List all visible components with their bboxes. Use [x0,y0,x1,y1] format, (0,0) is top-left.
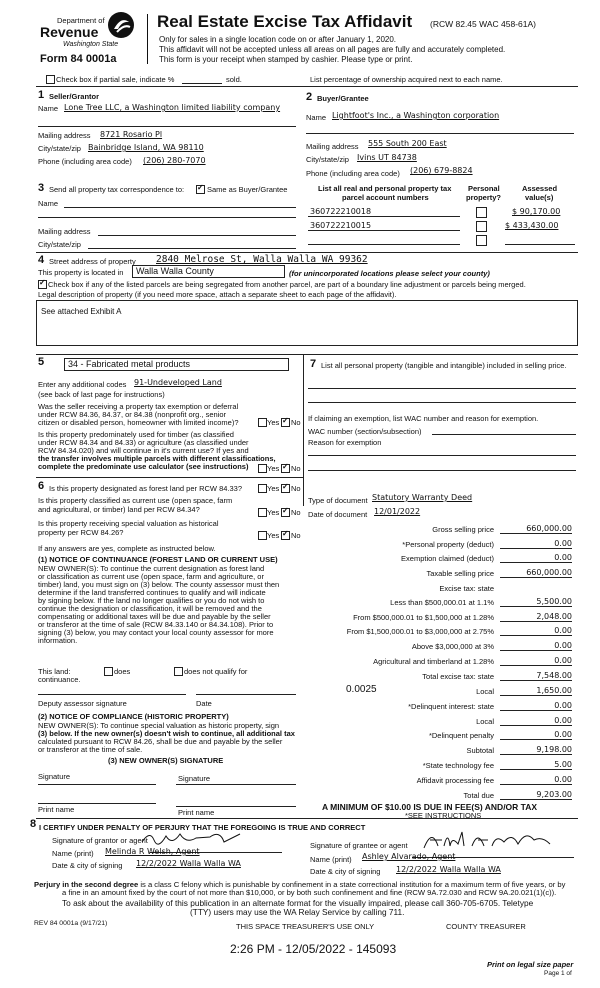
partial-sale-checkbox[interactable] [46,75,55,84]
no-label: No [291,484,301,493]
tax-row-value[interactable]: 0.00 [500,539,572,549]
codes-label: Enter any additional codes [38,380,127,389]
divider [36,818,578,819]
local-rate[interactable]: 0.0025 [346,684,377,695]
sec4-number: 4 [38,254,45,266]
sec5-q2-line1: Is this property predominately used for timber (as classified [38,430,234,439]
segregated-label: Check box if any of the listed parcels are being segregated from another parcel, are part of a boundary line adjustment or parcels being merged. [48,280,526,289]
assessed-head-1: Assessed [522,184,558,193]
sec5-number: 5 [38,356,45,368]
assessed-value[interactable]: $ 433,430.00 [505,221,559,230]
located-note: (for unincorporated locations please select your county) [289,269,490,278]
sec5-q1-line1: Was the seller receiving a property tax exemption or deferral [38,402,239,411]
doc-type-label: Type of document [308,496,368,505]
tax-row-label: Affidavit processing fee [416,776,494,785]
tax-row-label: *Delinquent penalty [428,731,494,740]
doc-date-label: Date of document [308,510,368,519]
land-use-select[interactable]: 34 - Fabricated metal products [64,358,289,371]
sec8-number: 8 [30,818,37,830]
minimum-note: A MINIMUM OF $10.00 IS DUE IN FEE(S) AND/OR TAX [322,802,538,812]
notice-1-line: or classification as current use (open space, farm and agriculture, or [38,572,264,581]
notice-2-line: or transferor at the time of sale. [38,745,143,754]
county-treasurer-label: COUNTY TREASURER [446,922,526,931]
alt-format-1: To ask about the availability of this publication in an alternate format for the visually impaired, please call 360-705-6705. Teletype [62,898,534,908]
seller-city-label: City/state/zip [38,144,81,153]
seller-mail-field[interactable]: 8721 Rosario Pl [100,130,163,139]
receipt-stamp: 2:26 PM - 12/05/2022 - 145093 [230,942,397,956]
yes-label: Yes [267,464,280,473]
personal-property-checkbox[interactable] [476,221,487,232]
yes-label: Yes [267,531,280,540]
rev-number: REV 84 0001a (9/17/21) [34,920,108,927]
exemption-no-checkbox[interactable] [281,418,290,427]
sec3-city-label: City/state/zip [38,240,81,249]
doc-date-field[interactable]: 12/01/2022 [374,507,421,516]
field-line [308,402,576,403]
parcel-number[interactable]: 360722210018 [310,207,372,216]
name-print-label: Name (print) [52,849,94,858]
perjury-bold: Perjury in the second degree [34,880,139,889]
divider [36,354,578,355]
historic-no-checkbox[interactable] [281,531,290,540]
yes-label: Yes [267,484,280,493]
certify-text: I CERTIFY UNDER PENALTY OF PERJURY THAT THE FOREGOING IS TRUE AND CORRECT [39,823,366,832]
tax-row-value[interactable]: 5,500.00 [500,597,572,607]
form-title: Real Estate Excise Tax Affidavit [157,12,413,31]
no-label: No [291,531,301,540]
deputy-label: Deputy assessor signature [38,699,127,708]
notice-1-line: signing (3) below, you may contact your local county assessor for more [38,628,274,637]
historic-yes-checkbox[interactable] [258,531,267,540]
legal-desc-label: Legal description of property (if you need more space, attach a separate sheet to each page of the affidavit). [38,290,397,299]
tax-row-value[interactable]: 9,198.00 [500,745,572,755]
divider [36,252,578,253]
new-owner-print-2[interactable] [176,806,296,807]
personal-property-field[interactable] [308,388,576,389]
sec5-q2-line2: under RCW 84.34 and 84.33) or agriculture (as classified under [38,438,249,447]
personal-head-1: Personal [468,184,500,193]
field-line [308,216,460,217]
logo-icon [108,12,134,38]
assessed-value[interactable]: $ 90,170.00 [512,207,561,216]
segregated-checkbox[interactable] [38,280,47,289]
header-note-3: This form is your receipt when stamped by cashier. Please type or print. [159,55,413,64]
personal-head-2: property? [466,193,502,202]
sec5-q2-line5: complete the predominate use calculator (see instructions) [38,462,249,471]
tax-row-value[interactable]: 0.00 [500,553,572,563]
deputy-date-label: Date [196,699,212,708]
notice-1-line: determine if the land transferred continues to qualify and will indicate [38,588,266,597]
tax-row-label: Exemption claimed (deduct) [401,554,494,563]
notice-1-line: compensating or additional taxes will be due and payable by the seller [38,612,271,621]
tax-row-label: Agricultural and timberland at 1.28% [373,657,494,666]
seller-number: 1 [38,89,45,101]
notice-1-line: or transferor at the time of sale (RCW 84.33.140 or 84.34.108). Prior to [38,620,274,629]
sec3-city-field[interactable] [88,239,296,249]
tax-row-value[interactable]: 9,203.00 [500,790,572,800]
ownership-note: List percentage of ownership acquired next to each name. [310,75,503,84]
divider [36,86,578,87]
grantor-sig-label: Signature of grantor or agent [52,836,148,845]
forest-no-checkbox[interactable] [281,484,290,493]
buyer-phone-label: Phone (including area code) [306,169,400,178]
same-as-buyer-label: Same as Buyer/Grantee [207,185,288,194]
buyer-phone-field[interactable]: (206) 679-8824 [410,166,473,175]
buyer-mail-field[interactable]: 555 South 200 East [368,139,447,148]
legal-paper-note: Print on legal size paper [487,960,574,969]
sec5-q2-line4: the transfer involves multiple parcels with different classifications, [38,454,276,463]
notice-2-line: calculated pursuant to RCW 84.26, shall be due and payable by the seller [38,737,283,746]
sec7-number: 7 [310,358,317,370]
field-line [308,230,460,231]
tax-row-value[interactable]: 0.00 [500,730,572,740]
does-not-label: does not qualify for [184,667,248,676]
header-note-1: Only for sales in a single location code on or after January 1, 2020. [159,35,397,44]
tax-row-value[interactable]: 0.00 [500,656,572,666]
sec3-mail-label: Mailing address [38,227,91,236]
tax-row-label: Total due [463,791,494,800]
notice-1-line: NEW OWNER(S): To continue the current designation as forest land [38,564,265,573]
buyer-name-label: Name [306,113,327,122]
tax-row-label: From $1,500,000.01 to $3,000,000 at 2.75% [346,627,494,636]
tax-row-label: From $500,000.01 to $1,500,000 at 1.28% [353,613,494,622]
exemption-label: If claiming an exemption, list WAC number and reason for exemption. [308,414,539,423]
sec6-note: If any answers are yes, complete as instructed below. [38,544,216,553]
this-land-label: This land: [38,667,71,676]
timber-yes-checkbox[interactable] [258,464,267,473]
partial-sold-label: sold. [226,75,242,84]
buyer-name-field[interactable]: Lightfoot's Inc., a Washington corporation [332,111,500,120]
form-number: Form 84 0001a [40,53,117,65]
perjury-text-2: a fine in an amount fixed by the court of not more than $10,000, or by both such confinement and fine (RCW 9A.72.030 and RCW 9A.20.021(1)(c)). [62,888,557,897]
tax-row-value[interactable]: 2,048.00 [500,612,572,622]
notice-2-heading: (2) NOTICE OF COMPLIANCE (HISTORIC PROPERTY) [38,712,229,721]
tax-row-value[interactable]: 0.00 [500,626,572,636]
tax-row-value[interactable]: 0.00 [500,641,572,651]
tax-row-label: Less than $500,000.01 at 1.1% [390,598,494,607]
sec3-number: 3 [38,182,45,194]
header-note-2: This affidavit will not be accepted unless all areas on all pages are fully and accurately completed. [159,45,506,54]
no-label: No [291,464,301,473]
sec4-label: Street address of property [49,257,136,266]
sec6-q2-line2: and agricultural, or timber) land per RCW 84.34? [38,505,200,514]
reason-label: Reason for exemption [308,438,382,447]
continuance-label: continuance. [38,675,81,684]
sec3-name-label: Name [38,199,59,208]
seller-name-label: Name [38,104,59,113]
sec5-q2-line3: RCW 84.34.020) and will continue in it's current use? If yes and [38,446,249,455]
street-address-field[interactable]: 2840 Melrose St, Walla Walla WA 99362 [156,254,368,265]
same-as-buyer-checkbox[interactable] [196,185,205,194]
does-label: does [114,667,131,676]
sec7-label: List all personal property (tangible and intangible) included in selling price. [321,361,567,370]
tax-row-value[interactable]: 7,548.00 [500,671,572,681]
tax-row-value[interactable]: 0.00 [500,775,572,785]
tax-row-label: Gross selling price [432,525,494,534]
date-city-label: Date & city of signing [52,861,123,870]
dept-label: Department of [57,16,105,25]
tax-row-label: Local [476,687,494,696]
field-line [308,470,576,471]
current-use-yes-checkbox[interactable] [258,508,267,517]
seller-phone-field[interactable]: (206) 280-7070 [143,156,206,165]
buyer-heading: Buyer/Grantee [317,94,369,103]
land-does-not-checkbox[interactable] [174,667,183,676]
personal-property-checkbox[interactable] [476,235,487,246]
sec5-q1-line3: citizen or disabled person, homeowner with limited income)? [38,418,239,427]
exemption-yes-checkbox[interactable] [258,418,267,427]
sec6-q3-line2: property per RCW 84.26? [38,528,124,537]
notice-1-line: timber) land, you must sign on (3) below. The county assessor must then [38,580,280,589]
dept-revenue: Revenue [40,24,99,40]
tax-row-value[interactable]: 660,000.00 [500,568,572,578]
field-line [505,244,575,245]
timber-no-checkbox[interactable] [281,464,290,473]
tax-row-label: Taxable selling price [426,569,494,578]
field-line [308,244,460,245]
deputy-signature-field[interactable] [38,694,186,695]
header-divider [147,14,148,64]
grantor-date-field[interactable]: 12/2/2022 Walla Walla WA [136,859,241,868]
located-label: This property is located in [38,268,124,277]
notice-2-line: (3) below. If the new owner(s) doesn't wish to continue, all additional tax [38,729,295,738]
yes-label: Yes [267,418,280,427]
see-instructions-note: *SEE INSTRUCTIONS [405,811,482,820]
perjury-rest: is a class C felony which is punishable by confinement in a state correctional institution for a maximum term of five years, or by [140,880,566,889]
tax-row-label: *State technology fee [422,761,494,770]
sec6-q3-line1: Is this property receiving special valuation as historical [38,519,219,528]
grantee-signature-image [422,826,572,854]
buyer-mail-label: Mailing address [306,142,359,151]
tax-row-label: Excise tax: state [439,584,494,593]
grantee-date-field[interactable]: 12/2/2022 Walla Walla WA [396,865,501,874]
field-line [38,126,296,127]
print-name-label: Print name [178,808,215,817]
parcel-number[interactable]: 360722210015 [310,221,372,230]
page-number: Page 1 of [544,970,572,977]
tax-row-value[interactable]: 1,650.00 [500,686,572,696]
divider [36,477,303,478]
tax-row-value[interactable]: 0.00 [500,716,572,726]
print-name-label: Print name [38,805,75,814]
new-owner-print-1[interactable] [38,803,156,804]
date-city-label: Date & city of signing [310,867,381,876]
personal-property-checkbox[interactable] [476,207,487,218]
tax-row-label: Above $3,000,000 at 3% [411,642,494,651]
no-label: No [291,418,301,427]
column-divider [303,354,304,506]
sec3-label: Send all property tax correspondence to: [49,185,185,194]
deputy-date-field[interactable] [196,694,296,695]
notice-1-line: information. [38,636,78,645]
alt-format-2: (TTY) users may use the WA Relay Service by calling 711. [190,907,405,917]
sec3-name-field[interactable] [64,198,296,208]
reason-field[interactable] [308,455,576,456]
assessed-head-2: value(s) [525,193,554,202]
partial-percent-field[interactable] [182,74,222,84]
sec6-number: 6 [38,480,45,492]
legal-desc-box[interactable] [36,300,578,346]
sec5-q1-line2: under RCW 84.36, 84.37, or 84.38 (nonprofit org., senior [38,410,227,419]
form-statute: (RCW 82.45 WAC 458-61A) [430,19,536,29]
additional-codes-field[interactable]: 91-Undeveloped Land [134,378,222,387]
tax-row-value[interactable]: 0.00 [500,701,572,711]
grantee-name-field[interactable]: Ashley Alvarado, Agent [362,852,456,861]
notice-1-line: continue the designation or classification, it will be removed and the [38,604,262,613]
field-line [38,217,296,218]
forest-yes-checkbox[interactable] [258,484,267,493]
treasurer-use-label: THIS SPACE TREASURER'S USE ONLY [236,922,375,931]
notice-2-line: NEW OWNER(S): To continue special valuation as historic property, sign [38,721,280,730]
wac-field[interactable] [432,425,576,435]
legal-desc-text: See attached Exhibit A [41,307,122,316]
signature-label: Signature [178,774,211,783]
name-print-label: Name (print) [310,855,352,864]
seller-mail-label: Mailing address [38,131,91,140]
no-label: No [291,508,301,517]
county-select[interactable]: Walla Walla County [132,265,285,278]
new-owner-signature-1[interactable] [38,784,156,785]
codes-note: (see back of last page for instructions) [38,390,165,399]
tax-row-label: *Personal property (deduct) [402,540,494,549]
tax-row-value[interactable]: 5.00 [500,760,572,770]
sec3-mail-field[interactable] [98,226,296,236]
sec6-q1: Is this property designated as forest land per RCW 84.33? [49,484,243,493]
seller-name-field[interactable]: Lone Tree LLC, a Washington limited liability company [64,103,281,112]
wac-label: WAC number (section/subsection) [308,427,422,436]
land-does-checkbox[interactable] [104,667,113,676]
tax-row-label: *Delinquent interest: state [408,702,494,711]
sec6-q2-line1: Is this property classified as current use (open space, farm [38,496,233,505]
tax-row-label: Subtotal [466,746,494,755]
grantee-sig-label: Signature of grantee or agent [310,841,408,850]
field-line [306,133,574,134]
notice-1-line: by signing below. If the land no longer qualifies or you do not wish to [38,596,265,605]
signature-label: Signature [38,772,71,781]
new-owner-signature-2[interactable] [176,784,296,785]
seller-heading: Seller/Grantor [49,92,100,101]
seller-phone-label: Phone (including area code) [38,157,132,166]
notice-3-heading: (3) NEW OWNER(S) SIGNATURE [108,756,224,765]
current-use-no-checkbox[interactable] [281,508,290,517]
tax-row-label: Total excise tax: state [422,672,494,681]
partial-sale-label: Check box if partial sale, indicate % [56,75,175,84]
notice-1-heading: (1) NOTICE OF CONTINUANCE (FOREST LAND OR CURRENT USE) [38,555,278,564]
dept-state: Washington State [63,41,119,48]
tax-row-value[interactable]: 660,000.00 [500,524,572,534]
seller-city-field[interactable]: Bainbridge Island, WA 98110 [88,143,204,152]
parcel-head-2: parcel account numbers [342,193,429,202]
buyer-city-field[interactable]: Ivins UT 84738 [357,153,417,162]
doc-type-field[interactable]: Statutory Warranty Deed [372,493,473,502]
tax-row-label: Local [476,717,494,726]
parcel-head-1: List all real and personal property tax [318,184,452,193]
buyer-number: 2 [306,91,313,103]
yes-label: Yes [267,508,280,517]
grantor-name-field[interactable]: Melinda R Welsh, Agent [105,847,200,856]
buyer-city-label: City/state/zip [306,155,349,164]
